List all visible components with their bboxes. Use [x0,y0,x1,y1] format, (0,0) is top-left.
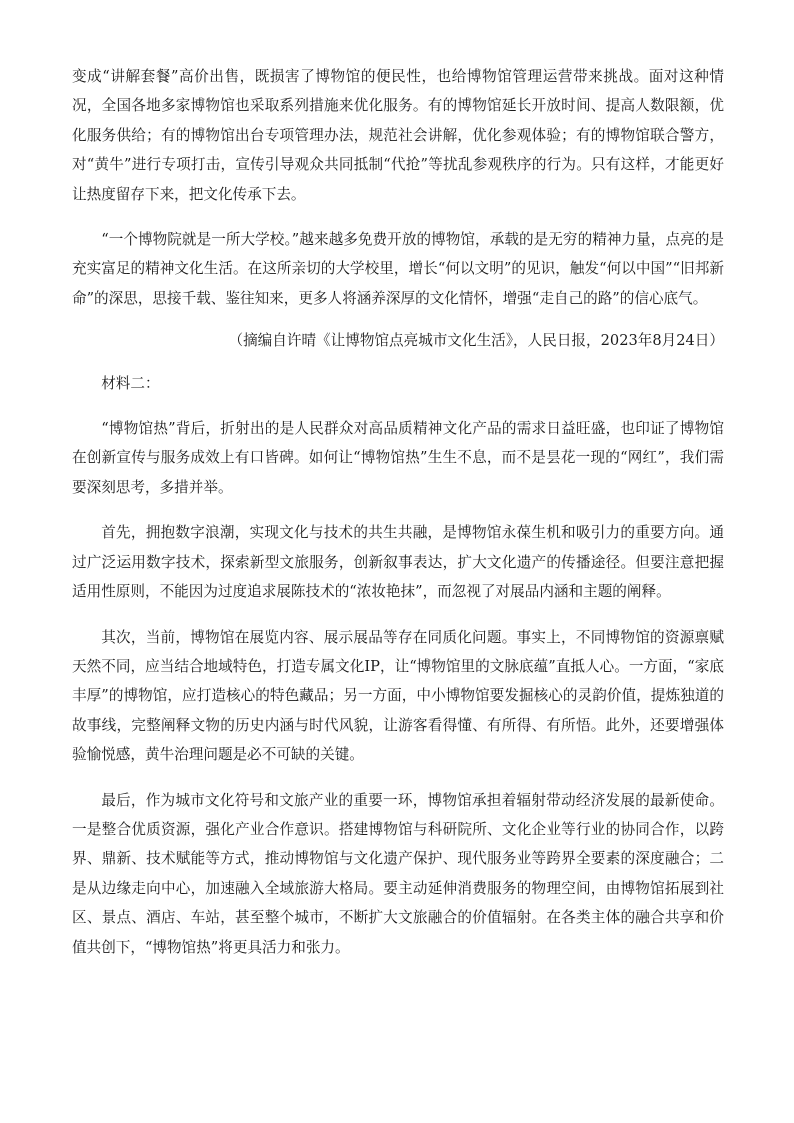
section-heading: 材料二： [101,374,160,392]
body-paragraph: “一个博物院就是一所大学校。”越来越多免费开放的博物馆，承载的是无穷的精神力量，点亮的是充实富足的精神文化生活。在这所亲切的大学校里，增长“何以文明”的见识，触发“何以中国”“旧邦新命”的深思，思接千载、鉴往知来，更多人将涵养深厚的文化情怀，增强“走自己的路”的信心底气。 [72,231,724,307]
source-citation: （摘编自许晴《让博物馆点亮城市文化生活》，人民日报，2023年8月24日） [228,332,724,350]
body-paragraph: “博物馆热”背后，折射出的是人民群众对高品质精神文化产品的需求日益旺盛，也印证了博物馆在创新宣传与服务成效上有口皆碑。如何让“博物馆热”生生不息，而不是昙花一现的“网红”，我们需要深刻思考，多措并举。 [72,420,724,496]
body-paragraph: 首先，拥抱数字浪潮，实现文化与技术的共生共融，是博物馆永葆生机和吸引力的重要方向。通过广泛运用数字技术，探索新型文旅服务，创新叙事表达，扩大文化遗产的传播途径。但要注意把握适用性原则，不能因为过度追求展陈技术的“浓妆艳抹”，而忽视了对展品内涵和主题的阐释。 [72,524,724,601]
body-paragraph: 其次，当前，博物馆在展览内容、展示展品等存在同质化问题。事实上，不同博物馆的资源禀赋天然不同，应当结合地域特色，打造专属文化IP，让“博物馆里的文脉底蕴”直抵人心。一方面，“家底丰厚”的博物馆，应打造核心的特色藏品；另一方面，中小博物馆要发掘核心的灵韵价值，提炼独道的故事线，完整阐释文物的历史内涵与时代风貌，让游客看得懂、有所得、有所悟。此外，还要增强体验愉悦感，黄牛治理问题是必不可缺的关键。 [72,628,724,764]
body-paragraph: 变成“讲解套餐”高价出售，既损害了博物馆的便民性，也给博物馆管理运营带来挑战。面对这种情况，全国各地多家博物馆也采取系列措施来优化服务。有的博物馆延长开放时间、提高人数限额，优化服务供给；有的博物馆出台专项管理办法，规范社会讲解，优化参观体验；有的博物馆联合警方，对“黄牛”进行专项打击，宣传引导观众共同抵制“代抢”等扰乱参观秩序的行为。只有这样，才能更好让热度留存下来，把文化传承下去。 [72,68,724,203]
body-paragraph: 最后，作为城市文化符号和文旅产业的重要一环，博物馆承担着辐射带动经济发展的最新使命。一是整合优质资源，强化产业合作意识。搭建博物馆与科研院所、文化企业等行业的协同合作，以跨界、鼎新、技术赋能等方式，推动博物馆与文化遗产保护、现代服务业等跨界全要素的深度融合；二是从边缘走向中心，加速融入全域旅游大格局。要主动延伸消费服务的物理空间，由博物馆拓展到社区、景点、酒店、车站，甚至整个城市，不断扩大文旅融合的价值辐射。在各类主体的融合共享和价值共创下，“博物馆热”将更具活力和张力。 [72,791,724,956]
document-page [72,62,724,962]
